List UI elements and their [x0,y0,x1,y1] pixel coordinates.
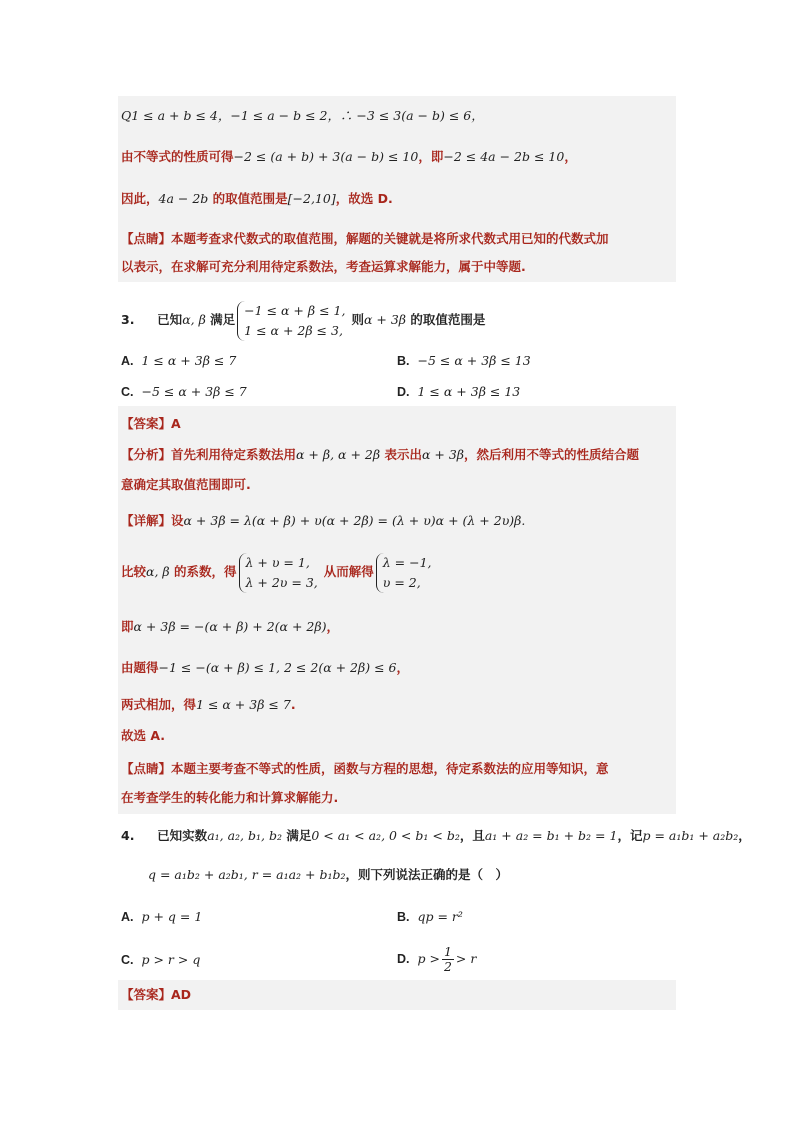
q3-pick-line: 故选 A. [121,728,166,743]
q4-option-a-text: p + q = 1 [141,909,203,924]
q3-option-d[interactable] [397,383,520,401]
q3-option-a-text: 1 ≤ α + 3β ≤ 7 [141,353,237,368]
q3-stem-mid: 满足 [205,312,236,327]
q3-stem [121,300,485,341]
q4-stem-p: p = a₁b₁ + a₂b₂ [642,828,739,843]
q4-stem-qr: q = a₁b₂ + a₂b₁, r = a₁a₂ + b₁b₂ [148,867,346,882]
q3-compare-line [121,552,438,593]
q4-option-c-text: p > r > q [141,952,201,967]
q4-number: 4. [121,828,135,843]
q3-coeff-row-2: λ + 2υ = 3, [245,574,318,590]
cont-line-2-mid: ，即 [418,149,444,164]
cont-line-2-end: ， [564,149,577,164]
q3-solution-system [376,553,436,593]
q3-sum-math: 1 ≤ α + 3β ≤ 7 [196,697,291,712]
q4-option-d-fraction [442,945,454,974]
q4-option-d-label: D. [397,952,410,966]
cont-note-line-1: 【点睛】本题考查求代数式的取值范围，解题的关键就是将所求代数式用已知的代数式加 [121,231,609,246]
q4-stem-line-2 [148,866,508,884]
q4-option-d-text-b: > r [455,951,477,966]
q3-note-line-1: 【点睛】本题主要考查不等式的性质，函数与方程的思想，待定系数法的应用等知识，意 [121,761,609,776]
q4-answer-block [118,980,676,1010]
q3-coeff-system [239,553,322,593]
q3-ji-end: ， [326,619,339,634]
q3-detail-label: 【详解】设 [121,513,184,528]
q4-option-b-text: qp = r² [417,909,463,924]
q3-analysis-c: ，然后利用不等式的性质结合题 [464,447,640,462]
q3-ti-end: ， [396,660,410,675]
q3-coeff-row-1: λ + υ = 1, [245,554,310,570]
q4-stem-a: 已知实数 [157,828,208,843]
cont-note-line-2: 以表示，在求解可充分利用待定系数法，考查运算求解能力，属于中等题. [121,259,526,274]
q4-fraction-numerator: 1 [443,944,452,959]
q3-answer: 【答案】A [121,416,181,431]
q3-analysis-line-1 [121,446,639,464]
q3-ji-line [121,618,339,636]
q3-ti-line [121,659,409,677]
q4-stem-c: ，且 [459,828,485,843]
q3-stem-post1: 则 [351,312,364,327]
q4-stem-b: 满足 [281,828,312,843]
q3-option-a[interactable] [121,352,236,370]
q3-condition-system [237,301,349,341]
q3-option-d-label: D. [397,385,410,399]
q3-detail-line [121,512,525,530]
q3-note-line-2: 在考查学生的转化能力和计算求解能力. [121,790,339,805]
q3-ti-math: −1 ≤ −(α + β) ≤ 1, 2 ≤ 2(α + 2β) ≤ 6 [158,660,397,675]
cont-line-1 [121,107,484,125]
q3-stem-pre: 已知 [157,312,183,327]
q3-option-d-text: 1 ≤ α + 3β ≤ 13 [417,384,521,399]
q4-option-c-label: C. [121,953,134,967]
q3-system-row-1: −1 ≤ α + β ≤ 1, [244,302,346,318]
q3-option-b-label: B. [397,354,410,368]
q3-compare-a: 比较 [121,564,147,579]
q3-ti-a: 由题得 [121,660,159,675]
q4-stem-e: ， [738,828,751,843]
q4-option-d-text-a: p > [417,951,440,966]
q3-option-b-text: −5 ≤ α + 3β ≤ 13 [417,353,531,368]
q4-stem-cond: 0 < a₁ < a₂, 0 < b₁ < b₂ [311,828,460,843]
q3-option-c[interactable] [121,383,247,401]
q3-system-row-2: 1 ≤ α + 2β ≤ 3, [244,322,343,338]
q3-solution-row-2: υ = 2, [382,574,421,590]
cont-line-2-math2: −2 ≤ 4a − 2b ≤ 10 [443,149,565,164]
q3-option-c-label: C. [121,385,134,399]
q3-compare-vars: α, β [146,564,170,579]
q4-stem-question: ，则下列说法正确的是（ ） [345,867,509,882]
q3-analysis-a: 【分析】首先利用待定系数法用 [121,447,297,462]
q3-solution-block [118,406,676,814]
cont-line-1-math: Q1 ≤ a + b ≤ 4，−1 ≤ a − b ≤ 2，∴ −3 ≤ 3(a − b) ≤ 6， [121,108,484,123]
q3-option-b[interactable] [397,352,531,370]
q4-option-a[interactable] [121,908,202,926]
q3-stem-expr: α + 3β [363,312,407,327]
q3-option-c-text: −5 ≤ α + 3β ≤ 7 [141,384,247,399]
cont-line-2-prefix: 由不等式的性质可得 [121,149,234,164]
q4-fraction-denominator: 2 [443,959,452,974]
q3-stem-vars: α, β [182,312,206,327]
q3-analysis-line-2: 意确定其取值范围即可. [121,477,251,492]
q4-option-c[interactable] [121,951,200,969]
cont-line-2-math1: −2 ≤ (a + b) + 3(a − b) ≤ 10 [233,149,419,164]
cont-line-3-prefix: 因此， [121,191,159,206]
q3-compare-b: 的系数，得 [169,564,237,579]
q3-solution-row-1: λ = −1, [382,554,432,570]
q4-option-b-label: B. [397,910,410,924]
q4-option-b[interactable] [397,908,463,926]
cont-line-3-end: ，故选 D. [335,191,393,206]
q3-sum-line [121,696,296,714]
q4-option-d[interactable] [397,944,476,974]
q3-number: 3. [121,312,135,327]
q3-ji-math: α + 3β = −(α + β) + 2(α + 2β) [133,619,327,634]
q3-ji-a: 即 [121,619,134,634]
q3-detail-math: α + 3β = λ(α + β) + υ(α + 2β) = (λ + υ)α + (λ + 2υ)β. [183,513,526,528]
cont-line-2 [121,148,577,166]
q4-answer: 【答案】AD [121,987,192,1002]
q4-option-a-label: A. [121,910,134,924]
q3-stem-post2: 的取值范围是 [406,312,486,327]
q4-stem-d: ，记 [617,828,643,843]
q3-analysis-b: 表示出 [380,447,422,462]
q3-option-a-label: A. [121,354,134,368]
q4-stem-eq: a₁ + a₂ = b₁ + b₂ = 1 [484,828,618,843]
q3-compare-c: 从而解得 [323,564,374,579]
cont-line-3-mid: 的取值范围是 [208,191,288,206]
q3-sum-a: 两式相加，得 [121,697,197,712]
q3-sum-end: . [290,697,296,712]
cont-line-3-math2: [−2,10] [287,191,336,206]
cont-line-3-math1: 4a − 2b [158,191,209,206]
q4-stem-line-1 [121,827,751,845]
q4-stem-vars: a₁, a₂, b₁, b₂ [207,828,282,843]
q3-analysis-math2: α + 3β [421,447,464,462]
cont-line-3 [121,190,393,208]
q3-analysis-math1: α + β, α + 2β [296,447,381,462]
